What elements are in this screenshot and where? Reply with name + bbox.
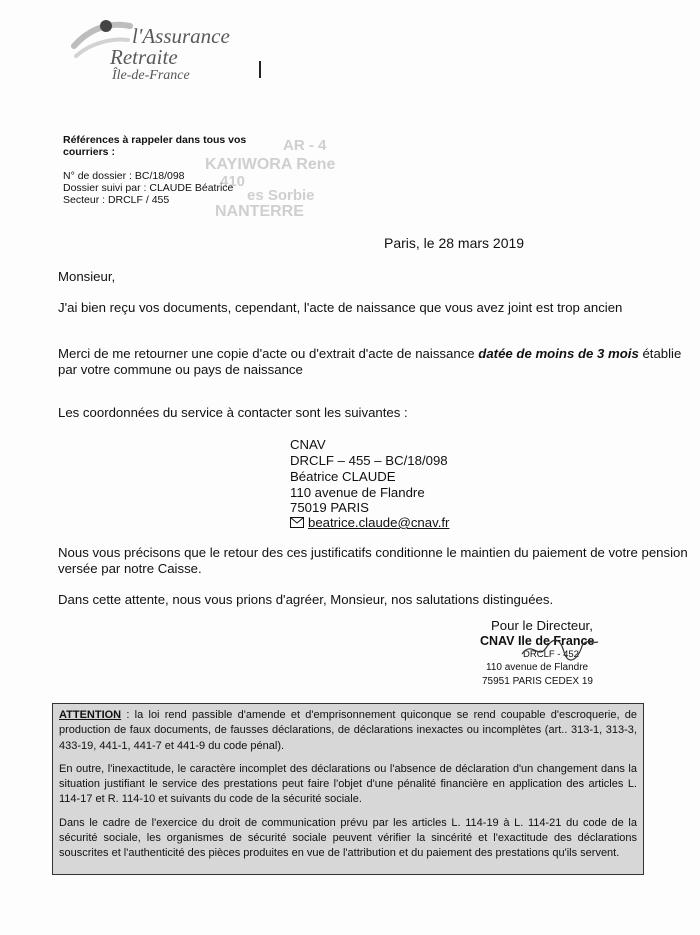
dossier-follower: Dossier suivi par : CLAUDE Béatrice xyxy=(63,182,234,194)
ghost-text: 410 xyxy=(220,173,246,190)
signature-address: 110 avenue de Flandre xyxy=(486,662,589,673)
references-heading: Références à rappeler dans tous vos xyxy=(63,134,247,146)
signature-dept: DRCLF - 452 xyxy=(523,649,579,660)
paragraph-request-line2: par votre commune ou pays de naissance xyxy=(58,362,303,377)
request-emphasis: datée de moins de 3 mois xyxy=(478,346,639,361)
signature-org: CNAV Ile de France xyxy=(480,634,595,648)
header-divider xyxy=(259,61,261,78)
logo-text-line1: l'Assurance xyxy=(132,24,230,48)
ghost-text: NANTERRE xyxy=(215,203,304,220)
contact-org: CNAV xyxy=(290,437,326,452)
legal-notice-paragraph xyxy=(59,708,637,754)
attention-text: : la loi rend passible d'amende et d'emprisonnement quiconque se rend coupable d'escroquerie, de production de faux documents, de fausses déclarations, de déclarations inexactes ou incomplètes (art.. 313-1, 313-3, 433-19, 441-1, 441-7 et 441-9 du code pénal). xyxy=(59,709,637,752)
contact-street: 110 avenue de Flandre xyxy=(290,485,425,500)
contact-name: Béatrice CLAUDE xyxy=(290,469,396,484)
request-text: Merci de me retourner une copie d'acte ou d'extrait d'acte de naissance xyxy=(58,346,479,361)
sector: Secteur : DRCLF / 455 xyxy=(63,194,170,206)
letter-date: Paris, le 28 mars 2019 xyxy=(384,235,525,251)
logo-text-line3: Île-de-France xyxy=(112,68,190,83)
ghost-text: es Sorbie xyxy=(247,187,315,204)
legal-notice-paragraph: En outre, l'inexactitude, le caractère incomplet des déclarations ou l'absence de déclaration d'un changement dans la situation justifiant le service des prestations peut faire l'objet d'une pénalité financière en application des articles L. 114-17 et R. 114-10 et suivants du code de la sécurité sociale. xyxy=(59,762,637,806)
envelope-icon xyxy=(290,517,304,528)
signature-pour: Pour le Directeur, xyxy=(491,618,593,633)
attention-label: ATTENTION xyxy=(59,709,122,721)
logo-text-line2: Retraite xyxy=(110,45,178,69)
handwritten-signature xyxy=(520,634,600,664)
legal-notice-box xyxy=(52,703,644,875)
salutation: Monsieur, xyxy=(58,269,116,284)
contact-reference: DRCLF – 455 – BC/18/098 xyxy=(290,453,448,468)
legal-notice-paragraph: Dans le cadre de l'exercice du droit de communication prévu par les articles L. 114-19 à L. 114-21 du code de la sécurité sociale, les organismes de sécurité sociale peuvent vérifier la sincérité et l'exactitude des déclarations souscrites et l'authenticité des pièces produites en vue de l'attribution et du paiement des prestations qu'ils servent. xyxy=(59,816,637,860)
request-text-end: établie xyxy=(638,346,682,361)
contact-intro: Les coordonnées du service à contacter sont les suivantes : xyxy=(58,405,408,420)
signature-city: 75951 PARIS CEDEX 19 xyxy=(482,676,593,687)
paragraph-conditions-line2: versée par notre Caisse. xyxy=(58,561,202,576)
paragraph-documents-received: J'ai bien reçu vos documents, cependant, l'acte de naissance que vous avez joint est trop ancien xyxy=(58,300,623,315)
contact-email-link[interactable]: beatrice.claude@cnav.fr xyxy=(308,515,450,530)
contact-email-row xyxy=(290,515,449,532)
paragraph-conditions: Nous vous précisons que le retour des ces justificatifs conditionne le maintien du paiement de votre pension xyxy=(58,545,688,560)
ghost-text: KAYIWORA Rene xyxy=(205,156,336,173)
paragraph-request xyxy=(58,346,681,363)
organization-logo xyxy=(70,8,270,88)
closing-formula: Dans cette attente, nous vous prions d'agréer, Monsieur, nos salutations distinguées. xyxy=(58,592,554,607)
ghost-text: AR - 4 xyxy=(283,137,327,154)
contact-city: 75019 PARIS xyxy=(290,500,369,515)
dossier-number: N° de dossier : BC/18/098 xyxy=(63,170,185,182)
references-heading-line2: courriers : xyxy=(63,146,115,158)
